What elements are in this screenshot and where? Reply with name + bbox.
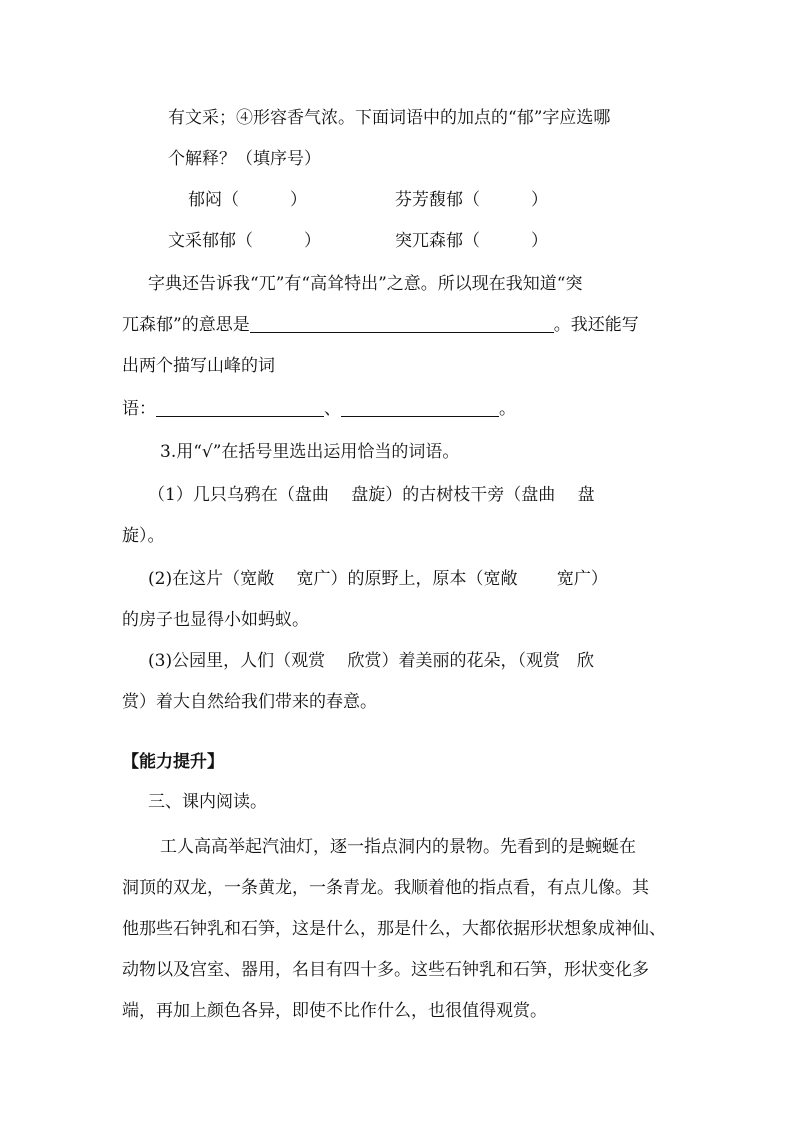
dictionary-paragraph-line-1: 字典还告诉我“兀”有“高耸特出”之意。所以现在我知道“突	[148, 274, 583, 294]
text-segment: 。	[499, 399, 516, 419]
reading-line-2: 洞顶的双龙，一条黄龙，一条青龙。我顺着他的指点看，有点儿像。其	[122, 878, 649, 898]
section-heading: 【能力提升】	[122, 752, 224, 772]
reading-line-1: 工人高高举起汽油灯，逐一指点洞内的景物。先看到的是蜿蜒在	[160, 837, 636, 857]
text-segment: 语：	[122, 399, 156, 419]
section-subheading: 三、课内阅读。	[148, 792, 267, 812]
answer-blank-meaning[interactable]	[250, 314, 554, 333]
text-segment: 、	[324, 399, 341, 419]
word-yumen: 郁闷（ ）	[188, 190, 307, 210]
word-fenfangfuyu: 芬芳馥郁（ ）	[395, 190, 548, 210]
text-segment: 。我还能写	[553, 315, 639, 335]
q3-sentence-3-line-2: 赏）着大自然给我们带来的春意。	[122, 692, 377, 712]
dictionary-paragraph-line-2	[122, 313, 639, 337]
dictionary-paragraph-line-3: 出两个描写山峰的词	[122, 356, 275, 376]
reading-line-5: 端，再加上颜色各异，即使不比作什么，也很值得观赏。	[122, 1001, 547, 1021]
dictionary-paragraph-line-4	[122, 397, 516, 421]
q3-sentence-2-line-2: 的房子也显得小如蚂蚁。	[122, 610, 309, 630]
word-wencaiyuyu: 文采郁郁（ ）	[168, 231, 321, 251]
text-segment: 兀森郁”的意思是	[122, 315, 250, 335]
q3-title: 3.用“√”在括号里选出运用恰当的词语。	[160, 442, 460, 462]
q3-sentence-2-line-1: (2)在这片（宽敞 宽广）的原野上，原本（宽敞 宽广）	[148, 569, 608, 589]
q3-sentence-3-line-1: (3)公园里，人们（观赏 欣赏）着美丽的花朵，（观赏 欣	[148, 651, 594, 671]
answer-blank-word-2[interactable]	[341, 398, 499, 417]
q2-text-line-1: 有文采；④形容香气浓。下面词语中的加点的“郁”字应选哪	[168, 108, 611, 128]
reading-line-4: 动物以及宫室、器用，名目有四十多。这些石钟乳和石笋，形状变化多	[122, 960, 649, 980]
q3-sentence-1-line-1: （1）几只乌鸦在（盘曲 盘旋）的古树枝干旁（盘曲 盘	[148, 485, 595, 505]
reading-line-3: 他那些石钟乳和石笋，这是什么，那是什么，大都依据形状想象成神仙、	[122, 919, 666, 939]
q3-sentence-1-line-2: 旋）。	[122, 526, 165, 546]
word-tuwusenyu: 突兀森郁（ ）	[395, 231, 548, 251]
q2-text-line-2: 个解释？（填序号）	[168, 149, 321, 169]
answer-blank-word-1[interactable]	[156, 398, 324, 417]
